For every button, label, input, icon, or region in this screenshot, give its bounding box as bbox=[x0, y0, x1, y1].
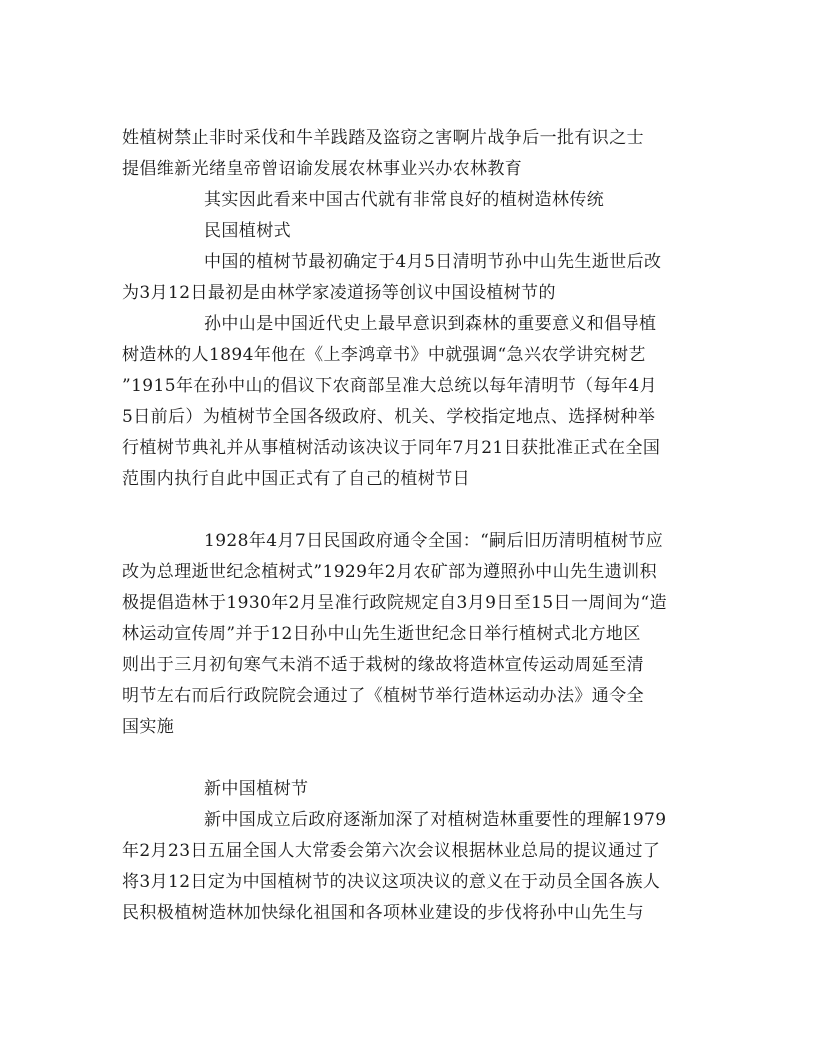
body-line: 提倡维新光绪皇帝曾诏谕发展农林事业兴办农林教育 bbox=[122, 159, 523, 179]
body-line: 极提倡造林于1930年2月呈准行政院规定自3月9日至15日一周间为“造 bbox=[122, 593, 668, 613]
paragraph-line: 新中国成立后政府逐渐加深了对植树造林重要性的理解1979 bbox=[204, 810, 667, 830]
paragraph-line: 孙中山是中国近代史上最早意识到森林的重要意义和倡导植 bbox=[204, 314, 657, 334]
section-heading: 新中国植树节 bbox=[204, 779, 309, 799]
paragraph-line: 1928年4月7日民国政府通令全国：“嗣后旧历清明植树节应 bbox=[204, 531, 664, 551]
body-line: 改为总理逝世纪念植树式”1929年2月农矿部为遵照孙中山先生遗训积 bbox=[122, 562, 657, 582]
body-line: 明节左右而后行政院院会通过了《植树节举行造林运动办法》通令全 bbox=[122, 686, 644, 706]
body-line: 林运动宣传周”并于12日孙中山先生逝世纪念日举行植树式北方地区 bbox=[122, 624, 641, 644]
body-line: 姓植树禁止非时采伐和牛羊践踏及盗窃之害啊片战争后一批有识之士 bbox=[122, 128, 644, 148]
body-line: 年2月23日五届全国人大常委会第六次会议根据林业总局的提议通过了 bbox=[122, 841, 661, 861]
body-line: 国实施 bbox=[122, 717, 175, 737]
section-heading: 民国植树式 bbox=[204, 221, 291, 241]
body-line: 将3月12日定为中国植树节的决议这项决议的意义在于动员全国各族人 bbox=[122, 872, 661, 892]
body-line: ”1915年在孙中山的倡议下农商部呈准大总统以每年清明节（每年4月 bbox=[122, 376, 657, 396]
body-line: 5日前后）为植树节全国各级政府、机关、学校指定地点、选择树种举 bbox=[122, 407, 656, 427]
body-line: 为3月12日最初是由林学家凌道扬等创议中国设植树节的 bbox=[122, 283, 556, 303]
body-line: 民积极植树造林加快绿化祖国和各项林业建设的步伐将孙中山先生与 bbox=[122, 903, 644, 923]
body-line: 行植树节典礼并从事植树活动该决议于同年7月21日获批准正式在全国 bbox=[122, 438, 661, 458]
body-line: 则出于三月初旬寒气未消不适于栽树的缘故将造林宣传运动周延至清 bbox=[122, 655, 644, 675]
paragraph-line: 其实因此看来中国古代就有非常良好的植树造林传统 bbox=[204, 190, 605, 210]
paragraph-line: 中国的植树节最初确定于4月5日清明节孙中山先生逝世后改 bbox=[204, 252, 662, 272]
body-line: 树造林的人1894年他在《上李鸿章书》中就强调“急兴农学讲究树艺 bbox=[122, 345, 646, 365]
body-line: 范围内执行自此中国正式有了自己的植树节日 bbox=[122, 469, 470, 489]
